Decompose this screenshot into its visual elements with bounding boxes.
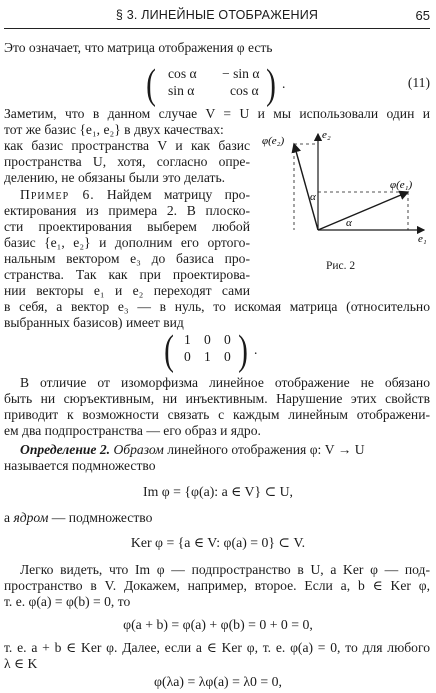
example-line: сти проектирования выберем любой: [4, 219, 250, 234]
paragraph-line: ем два подпространства — его образ и ядро.: [4, 423, 261, 438]
definition-label: Определение 2.: [20, 442, 111, 457]
kernel-term: ядром: [13, 510, 49, 525]
angle-label: α: [310, 191, 316, 203]
matrix-cell: 0: [224, 332, 231, 347]
equation-number: (11): [407, 75, 430, 90]
paragraph-line: В отличие от изоморфизма линейное отображение не обязано: [20, 375, 430, 390]
example-line: Пример 6. Найдем матрицу про-: [20, 187, 250, 202]
right-paren-icon: ): [266, 62, 276, 108]
matrix-cell: 1: [184, 332, 191, 347]
figure-label: e₂: [322, 129, 331, 141]
example-line: нии векторы e₁ и e₂ переходят сами: [4, 283, 250, 298]
matrix-cell: 1: [204, 349, 211, 364]
paragraph-line: приводит к возможности связать с каждым линейным отображени-: [4, 407, 430, 422]
example-line: ектирования из примера 2. В плоско-: [4, 203, 250, 218]
phi-e2-vector: [294, 144, 318, 230]
remark-line: как базис пространства V и как базис: [4, 138, 250, 153]
remark-line: тот же базис {e₁, e₂} в двух качествах:: [4, 122, 224, 137]
kernel-formula: Ker φ = {a ∈ V: φ(a) = 0} ⊂ V.: [130, 535, 306, 550]
matrix-cell: − sin α: [222, 66, 260, 81]
matrix-cell: 0: [224, 349, 231, 364]
figure-caption: Рис. 2: [326, 260, 356, 272]
example-line: базис {e₁, e₂} и дополним его ортого-: [4, 235, 250, 250]
sum-formula: φ(a + b) = φ(a) + φ(b) = 0 + 0 = 0,: [123, 617, 313, 632]
right-paren-icon: ): [238, 328, 248, 374]
remark-line: Заметим, что в данном случае V = U и мы использовали один и: [4, 106, 430, 121]
example-line: нальным вектором e₃ до базиса про-: [4, 251, 250, 266]
matrix-period: .: [282, 76, 286, 91]
running-header: [4, 6, 430, 29]
definition-line: называется подмножество: [4, 458, 156, 473]
matrix-cell: cos α: [168, 66, 197, 81]
figure-rotation-diagram: [258, 126, 434, 246]
remark-line: делению, не обязаны были это делать.: [4, 170, 226, 185]
definition-line: Определение 2. Образом линейного отображения φ: V → U: [20, 442, 365, 457]
proof-line: т. е. a + b ∈ Ker φ. Далее, если a ∈ Ker φ, т. е. φ(a) = 0, то для любого: [4, 640, 430, 655]
proof-line: пространство в V. Докажем, например, второе. Если a, b ∈ Ker φ,: [4, 578, 430, 593]
angle-label: α: [346, 217, 352, 229]
matrix-period: .: [254, 342, 258, 357]
example-line: в себя, а вектор e₃ — в нуль, то искомая матрица (относительно: [4, 299, 430, 314]
example-label: Пример 6.: [20, 187, 95, 202]
phi-e1-vector: [318, 192, 408, 230]
remark-line: пространства U, хотя, согласно опре-: [4, 154, 250, 169]
figure-label: e₁: [418, 233, 427, 245]
proof-line: Легко видеть, что Im φ — подпространство в U, а Ker φ — под-: [20, 562, 430, 577]
matrix-cell: 0: [204, 332, 211, 347]
scalar-formula: φ(λa) = λφ(a) = λ0 = 0,: [154, 674, 282, 689]
example-line: выбранных базисов) имеет вид: [4, 315, 184, 330]
definition-line: а ядром — подмножество: [4, 510, 153, 525]
page-number: 65: [415, 8, 430, 23]
section-title: § 3. ЛИНЕЙНЫЕ ОТОБРАЖЕНИЯ: [115, 8, 319, 22]
proof-line: λ ∈ K: [4, 656, 38, 671]
paragraph-line: быть ни сюръективным, ни инъективным. Нарушение этих свойств: [4, 391, 430, 406]
matrix-cell: sin α: [168, 83, 195, 98]
left-paren-icon: (: [146, 62, 156, 108]
rotation-matrix: [146, 62, 290, 108]
example-line: странства. Так как при проектирова-: [4, 267, 250, 282]
intro-line: Это означает, что матрица отображения φ есть: [4, 40, 273, 55]
matrix-cell: 0: [184, 349, 191, 364]
image-formula: Im φ = {φ(a): a ∈ V} ⊂ U,: [142, 484, 294, 499]
figure-label: φ(e₁): [390, 179, 413, 191]
proof-line: т. е. φ(a) = φ(b) = 0, то: [4, 594, 131, 609]
figure-label: φ(e₂): [262, 135, 285, 147]
matrix-cell: cos α: [230, 83, 259, 98]
left-paren-icon: (: [164, 328, 174, 374]
projection-matrix: [164, 328, 268, 374]
